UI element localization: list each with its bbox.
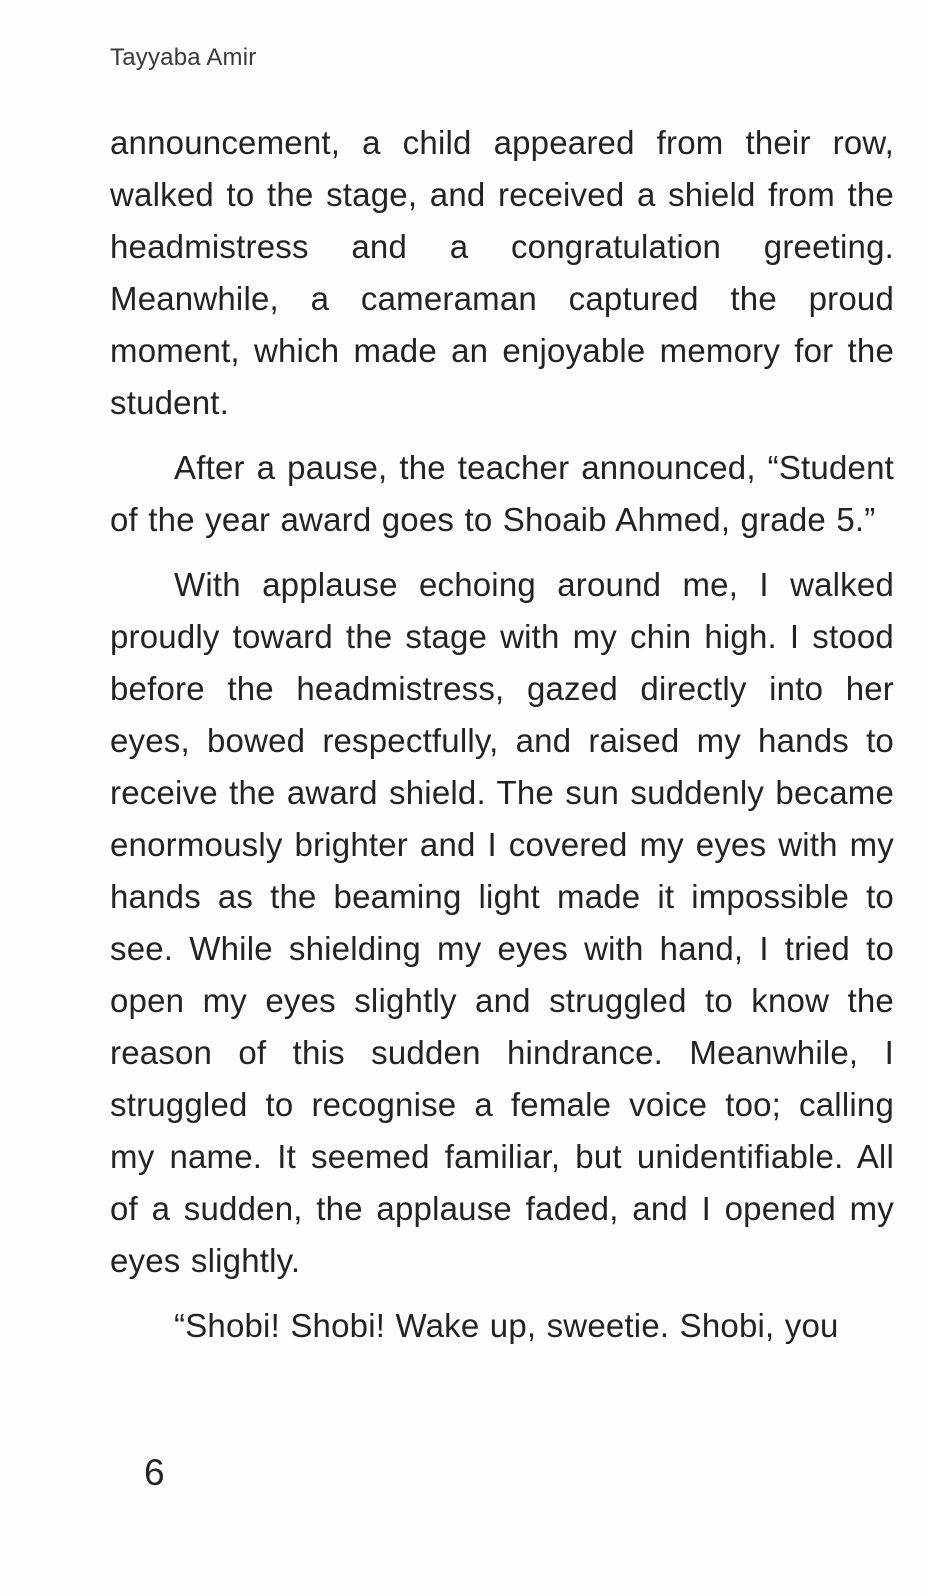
- paragraph: With applause echoing around me, I walked proudly toward the stage with my chin high. I stood before the headmistress, gazed directly into her eyes, bowed respectfully, and raised my hands to receive the award shield. The sun suddenly became enormously brighter and I covered my eyes with my hands as the beaming light made it impossible to see. While shielding my eyes with hand, I tried to open my eyes slightly and struggled to know the reason of this sudden hindrance. Meanwhile, I struggled to recognise a female voice too; calling my name. It seemed familiar, but unidentifiable. All of a sudden, the applause faded, and I opened my eyes slightly.: [110, 565, 894, 1279]
- paragraph: “Shobi! Shobi! Wake up, sweetie. Shobi, you: [174, 1306, 839, 1344]
- running-header-author: Tayyaba Amir: [110, 44, 257, 71]
- page-number: 6: [144, 1452, 165, 1493]
- paragraph: After a pause, the teacher announced, “Student of the year award goes to Shoaib Ahmed, grade 5.”: [110, 448, 894, 538]
- paragraph: announcement, a child appeared from their row, walked to the stage, and received a shield from the headmistress and a congratulation greeting. Meanwhile, a cameraman captured the proud moment, which made an enjoyable memory for the student.: [110, 123, 894, 421]
- page-body-text: [110, 117, 894, 1352]
